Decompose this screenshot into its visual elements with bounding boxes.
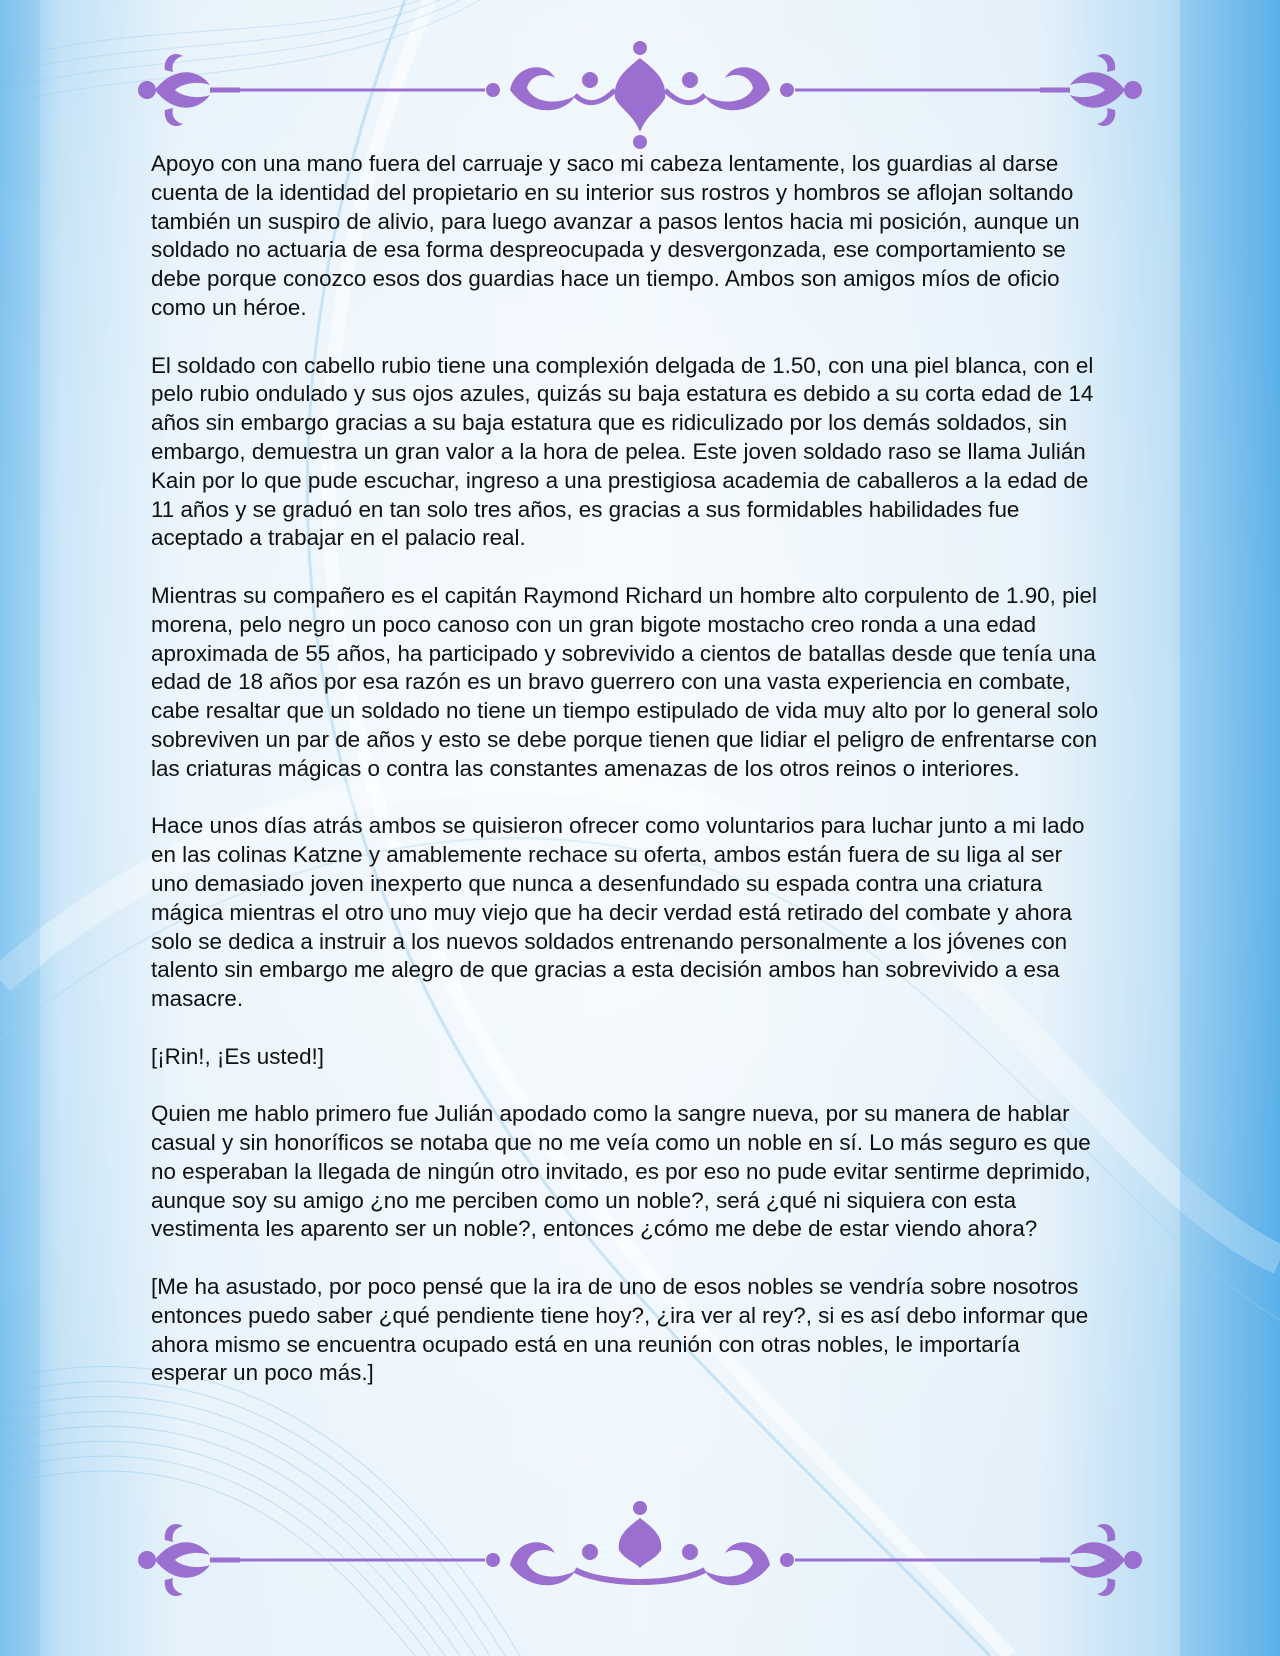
center-flourish-icon <box>510 41 770 149</box>
paragraph: [¡Rin!, ¡Es usted!] <box>151 1043 324 1069</box>
paragraph: Quien me hablo primero fue Julián apodado como la sangre nueva, por su manera de hablar casual y sin honoríficos se notaba que no me veía como un noble en sí. Lo más seguro es que no esperaban la llegada de ningún otro invitado, es por eso no pude evitar sentirme deprimido, aunque soy su amigo ¿no me perciben como un noble?, será ¿qué ni siquiera con esta vestimenta les aparento ser un noble?, entonces ¿cómo me debe de estar viendo ahora? <box>151 1101 1091 1242</box>
paragraph: Hace unos días atrás ambos se quisieron ofrecer como voluntarios para luchar junto a mi lado en las colinas Katzne y amablemente rechace su oferta, ambos están fuera de su liga al ser uno demasiado joven inexperto que nunca a desenfundado su espada contra una criatura mágica mientras el otro uno muy viejo que ha decir verdad está retirado del combate y ahora solo se dedica a instruir a los nuevos soldados entrenando personalmente a los jóvenes con talento sin embargo me alegro de que gracias a esta decisión ambos han sobrevivido a esa masacre. <box>151 813 1085 1012</box>
paragraph: [Me ha asustado, por poco pensé que la ira de uno de esos nobles se vendría sobre nosotros entonces puedo saber ¿qué pendiente tiene hoy?, ¿ira ver al rey?, si es así debo informar que ahora mismo se encuentra ocupado está en una reunión con otras nobles, le importaría esperar un poco más.] <box>151 1274 1089 1386</box>
left-flourish-icon <box>138 54 240 126</box>
right-flourish-icon <box>1040 1524 1142 1596</box>
center-flourish-icon <box>510 1501 770 1585</box>
paragraph: Apoyo con una mano fuera del carruaje y saco mi cabeza lentamente, los guardias al darse cuenta de la identidad del propietario en su interior sus rostros y hombros se aflojan soltando también un suspiro de alivio, para luego avanzar a pasos lentos hacia mi posición, aunque un soldado no actuaria de esa forma despreocupada y desvergonzada, ese comportamiento se debe porque conozco esos dos guardias hace un tiempo. Ambos son amigos míos de oficio como un héroe. <box>151 151 1080 320</box>
top-flourish-divider <box>135 40 1145 150</box>
story-text <box>151 150 1101 1417</box>
paragraph: Mientras su compañero es el capitán Raymond Richard un hombre alto corpulento de 1.90, piel morena, pelo negro un poco canoso con un gran bigote mostacho creo ronda a una edad aproximada de 55 años, ha participado y sobrevivido a cientos de batallas desde que tenía una edad de 18 años por esa razón es un bravo guerrero con una vasta experiencia en combate, cabe resaltar que un soldado no tiene un tiempo estipulado de vida muy alto por lo general solo sobreviven un par de años y esto se debe porque tienen que lidiar el peligro de enfrentarse con las criaturas mágicas o contra las constantes amenazas de los otros reinos o interiores. <box>151 582 1099 781</box>
paragraph: El soldado con cabello rubio tiene una complexión delgada de 1.50, con una piel blanca, con el pelo rubio ondulado y sus ojos azules, quizás su baja estatura es debido a su corta edad de 14 años sin embargo gracias a su baja estatura que es ridiculizado por los demás soldados, sin embargo, demuestra un gran valor a la hora de pelea. Este joven soldado raso se llama Julián Kain por lo que pude escuchar, ingreso a una prestigiosa academia de caballeros a la edad de 11 años y se graduó en tan solo tres años, es gracias a sus formidables habilidades fue aceptado a trabajar en el palacio real. <box>151 352 1094 551</box>
bottom-flourish-divider <box>135 1500 1145 1610</box>
right-flourish-icon <box>1040 54 1142 126</box>
left-flourish-icon <box>138 1524 240 1596</box>
